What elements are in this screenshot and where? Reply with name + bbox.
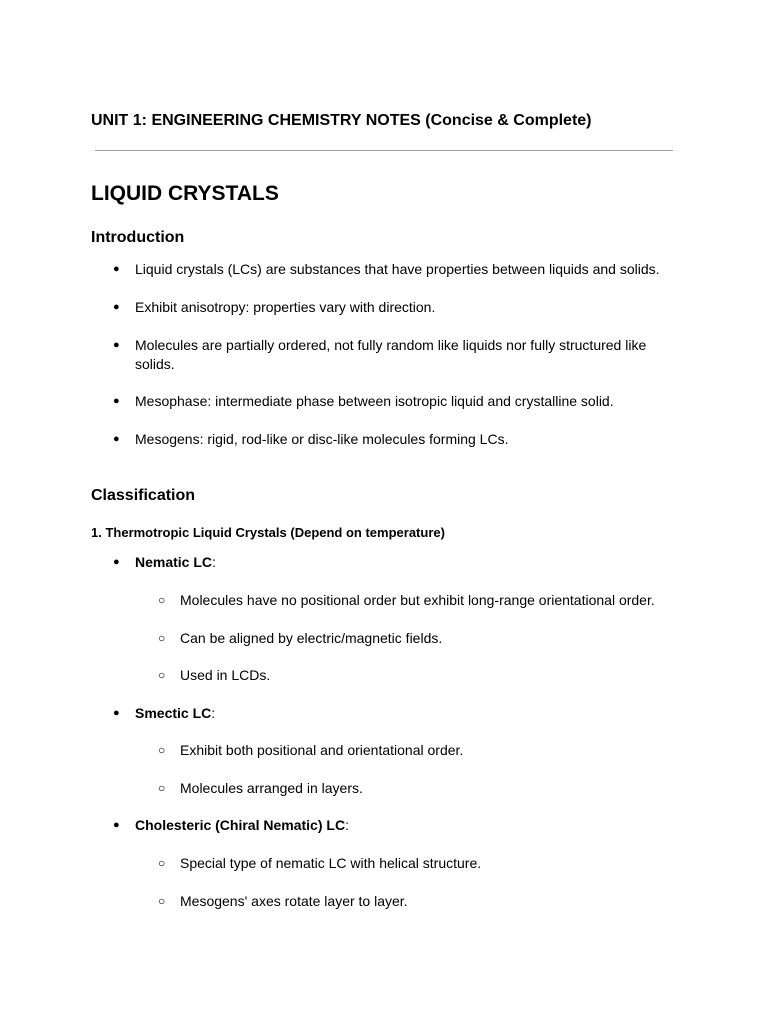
bullet-icon: ●: [113, 433, 120, 445]
horizontal-rule: [95, 150, 673, 151]
sub-bullet-icon: ○: [158, 894, 166, 908]
intro-list-item: [113, 336, 673, 374]
section-title: LIQUID CRYSTALS: [91, 182, 279, 205]
bullet-icon: ●: [113, 339, 120, 351]
lc-type-point: [158, 779, 673, 798]
sub-bullet-icon: ○: [158, 781, 166, 795]
lc-type-point: [158, 629, 673, 648]
point-text: Can be aligned by electric/magnetic fields.: [180, 630, 443, 646]
lc-type-point: [158, 591, 673, 610]
point-text: Special type of nematic LC with helical structure.: [180, 855, 482, 871]
bullet-icon: ●: [113, 819, 120, 831]
lc-type-colon: :: [345, 817, 349, 833]
intro-list-item: [113, 392, 673, 411]
sub-bullet-icon: ○: [158, 856, 166, 870]
bullet-icon: ●: [113, 556, 120, 568]
lc-type-point: [158, 854, 673, 873]
sub-bullet-icon: ○: [158, 593, 166, 607]
intro-list-item: [113, 430, 673, 449]
document-title: UNIT 1: ENGINEERING CHEMISTRY NOTES (Concise & Complete): [91, 112, 592, 129]
lc-type-name: Nematic LC: [135, 554, 213, 570]
lc-type-item: [113, 704, 673, 723]
lc-type-item: [113, 553, 673, 572]
classification-heading: Classification: [91, 487, 196, 504]
intro-list-item: [113, 298, 673, 317]
lc-type-colon: :: [211, 705, 216, 721]
bullet-icon: ●: [113, 263, 120, 275]
sub-bullet-icon: ○: [158, 668, 166, 682]
bullet-icon: ●: [113, 301, 120, 313]
lc-type-point: [158, 741, 673, 760]
sub-bullet-icon: ○: [158, 743, 166, 757]
intro-item-text: Liquid crystals (LCs) are substances that have properties between liquids and solids.: [135, 261, 660, 277]
lc-type-point: [158, 666, 673, 685]
point-text: Mesogens' axes rotate layer to layer.: [180, 893, 408, 909]
point-text: Used in LCDs.: [180, 667, 271, 683]
introduction-heading: Introduction: [91, 229, 185, 246]
point-text: Molecules have no positional order but exhibit long-range orientational order.: [180, 592, 655, 608]
point-text: Exhibit both positional and orientational order.: [180, 742, 464, 758]
bullet-icon: ●: [113, 707, 120, 719]
intro-item-text: Mesophase: intermediate phase between isotropic liquid and crystalline solid.: [135, 393, 614, 409]
sub-bullet-icon: ○: [158, 631, 166, 645]
lc-type-name: Smectic LC: [135, 705, 212, 721]
lc-type-name: Cholesteric (Chiral Nematic) LC: [135, 817, 346, 833]
intro-list-item: [113, 260, 673, 279]
lc-type-colon: :: [212, 554, 216, 570]
lc-type-point: [158, 892, 673, 911]
lc-type-item: [113, 816, 673, 835]
intro-item-text: Molecules are partially ordered, not fully random like liquids nor fully structured like solids.: [135, 337, 647, 372]
intro-item-text: Exhibit anisotropy: properties vary with direction.: [135, 299, 436, 315]
thermotropic-heading: 1. Thermotropic Liquid Crystals (Depend on temperature): [91, 525, 445, 540]
intro-item-text: Mesogens: rigid, rod-like or disc-like molecules forming LCs.: [135, 431, 509, 447]
bullet-icon: ●: [113, 395, 120, 407]
point-text: Molecules arranged in layers.: [180, 780, 363, 796]
